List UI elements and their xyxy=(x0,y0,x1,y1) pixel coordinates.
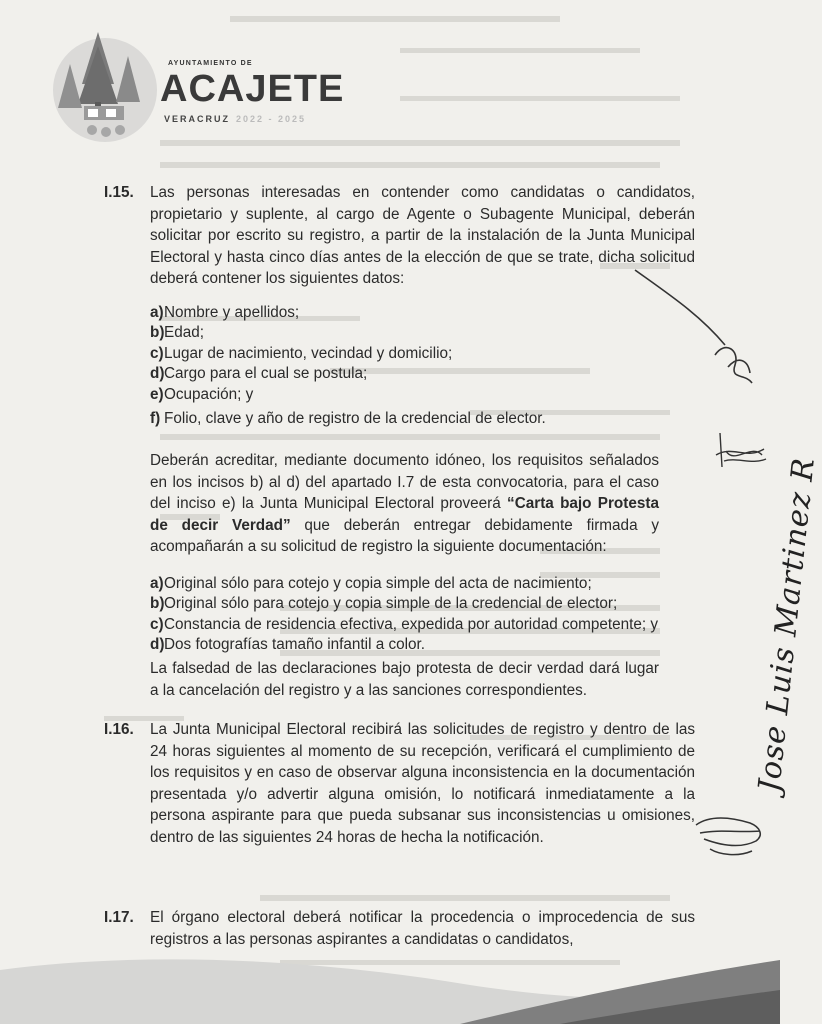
required-documents-list xyxy=(150,574,665,656)
requirements-text-before: Deberán acreditar, mediante documento idóneo, los requisitos señalados en los incisos b) al d) del apartado I.7 de esta convocatoria, para el caso del inciso e) la Junta Municipal Electoral proveerá xyxy=(150,452,659,512)
list-marker: e) xyxy=(150,385,164,403)
footer-wave-decoration xyxy=(0,930,780,1024)
list-text: Cargo para el cual se postula; xyxy=(164,365,368,383)
list-text: Constancia de residencia efectiva, expedida por autoridad competente; y xyxy=(164,615,659,633)
list-marker: b) xyxy=(150,324,165,342)
list-item xyxy=(150,364,665,384)
list-text: Nombre y apellidos; xyxy=(164,304,300,321)
list-item xyxy=(150,574,665,594)
list-text: Original sólo para cotejo y copia simple de la credencial de elector; xyxy=(164,595,618,613)
list-item xyxy=(150,409,665,429)
clause-number: I.15. xyxy=(104,184,134,201)
clause-text: Las personas interesadas en contender como candidatas o candidatos, propietario y suplente, al cargo de Agente o Subagente Municipal, deberán solicitar por escrito su registro, a partir de la instalación de la Junta Municipal Electoral y hasta cinco días antes de la elección de que se trate, dicha solicitud deberá contener los siguientes datos: xyxy=(150,184,695,288)
list-text: Ocupación; y xyxy=(164,385,254,403)
margin-signature-text: Jose Luis Martinez R xyxy=(752,455,822,794)
required-data-list xyxy=(150,303,665,429)
logo-years: 2022 - 2025 xyxy=(236,114,307,124)
falsedad-paragraph: La falsedad de las declaraciones bajo protesta de decir verdad dará lugar a la cancelación del registro y a las sanciones correspondientes. xyxy=(150,660,659,699)
pine-tree-emblem-icon xyxy=(40,22,170,152)
list-marker: c) xyxy=(150,615,164,633)
list-marker: c) xyxy=(150,344,164,362)
list-text: Folio, clave y año de registro de la credencial de elector. xyxy=(164,410,546,428)
signature-scribble-2 xyxy=(712,425,772,475)
list-text: Dos fotografías tamaño infantil a color. xyxy=(164,636,426,654)
list-marker: f) xyxy=(150,410,161,428)
clause-number: I.16. xyxy=(104,721,134,738)
clause-number: I.17. xyxy=(104,909,134,926)
logo-org-name: ACAJETE xyxy=(160,68,345,110)
list-marker: a) xyxy=(150,575,164,592)
list-item xyxy=(150,635,665,655)
list-item xyxy=(150,303,665,323)
list-item xyxy=(150,615,665,635)
ayuntamiento-logo xyxy=(40,22,360,152)
list-item xyxy=(150,323,665,343)
margin-signature xyxy=(712,455,822,800)
signature-scribble-1 xyxy=(630,255,770,395)
requirements-paragraph xyxy=(150,450,659,558)
requirements-text-after: que deberán entregar debidamente firmada y acompañarán a su solicitud de registro la siguiente documentación: xyxy=(150,516,659,555)
logo-org-small: AYUNTAMIENTO DE xyxy=(168,60,253,67)
list-item xyxy=(150,594,665,614)
list-marker: d) xyxy=(150,636,165,654)
signature-scribble-3 xyxy=(690,805,770,865)
logo-state-name: VERACRUZ xyxy=(164,114,231,124)
list-marker: b) xyxy=(150,595,165,613)
requirements-bold-phrase: “Carta bajo Protesta de decir Verdad” xyxy=(150,495,659,534)
clause-text: El órgano electoral deberá notificar la procedencia o improcedencia de sus registros a las personas aspirantes a candidatas o candidatos, xyxy=(150,909,695,948)
list-marker: d) xyxy=(150,365,165,383)
list-text: Original sólo para cotejo y copia simple del acta de nacimiento; xyxy=(164,575,592,592)
list-marker: a) xyxy=(150,304,164,321)
list-text: Lugar de nacimiento, vecindad y domicilio; xyxy=(164,344,453,362)
logo-state xyxy=(164,114,306,124)
list-item xyxy=(150,344,665,364)
list-text: Edad; xyxy=(164,324,204,342)
list-item xyxy=(150,385,665,405)
clause-text: La Junta Municipal Electoral recibirá las solicitudes de registro y dentro de las 24 horas siguientes al momento de su recepción, verificará el cumplimiento de los requisitos y en caso de observar alguna inconsistencia en la documentación presentada y/o advertir alguna omisión, lo notificará inmediatamente a la persona aspirante para que pueda subsanar sus inconsistencias u omisiones, dentro de las siguientes 24 horas de hecha la notificación. xyxy=(150,721,695,846)
